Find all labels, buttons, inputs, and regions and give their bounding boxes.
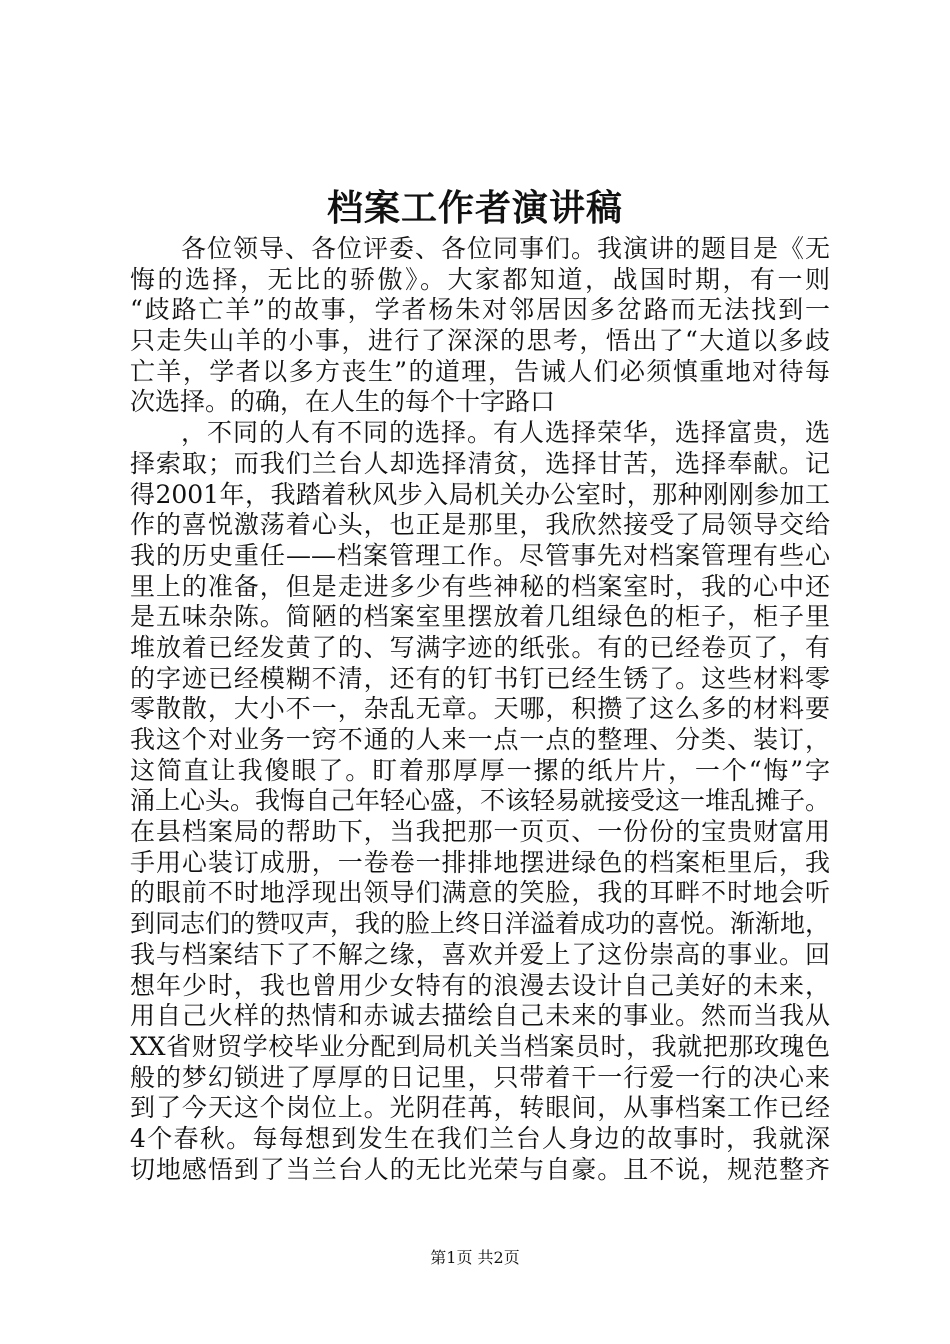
- text-line: 的字迹已经模糊不清，还有的钉书钉已经生锈了。这些材料零: [130, 663, 830, 693]
- text-line: 亡羊，学者以多方丧生”的道理，告诫人们必须慎重地对待每: [130, 356, 830, 386]
- text-line: 是五味杂陈。简陋的档案室里摆放着几组绿色的柜子，柜子里: [130, 602, 830, 632]
- text-line: 涌上心头。我悔自己年轻心盛，不该轻易就接受这一堆乱摊子。: [130, 786, 831, 816]
- document-title: 档案工作者演讲稿: [326, 187, 623, 229]
- text-line: 般的梦幻锁进了厚厚的日记里，只带着干一行爱一行的决心来: [130, 1062, 830, 1092]
- text-line: 我这个对业务一窍不通的人来一点一点的整理、分类、装订，: [130, 725, 830, 754]
- text-line: 只走失山羊的小事，进行了深深的思考，悟出了“大道以多歧: [130, 326, 830, 356]
- text-line: 这简直让我傻眼了。盯着那厚厚一摞的纸片片，一个“悔”字: [130, 755, 830, 785]
- text-line: 到了今天这个岗位上。光阴荏苒，转眼间，从事档案工作已经: [130, 1093, 830, 1123]
- text-line: 我与档案结下了不解之缘，喜欢并爱上了这份崇高的事业。回: [130, 939, 830, 969]
- text-line: 次选择。的确，在人生的每个十字路口: [130, 387, 556, 417]
- text-line: 到同志们的赞叹声，我的脸上终日洋溢着成功的喜悦。渐渐地，: [130, 909, 831, 939]
- text-line: 堆放着已经发黄了的、写满字迹的纸张。有的已经卷页了，有: [130, 632, 830, 662]
- text-line: 手用心装订成册，一卷卷一排排地摆进绿色的档案柜里后，我: [130, 847, 830, 877]
- text-line: 切地感悟到了当兰台人的无比光荣与自豪。且不说，规范整齐: [130, 1154, 830, 1184]
- page-number-footer: 第1页 共2页: [430, 1248, 520, 1267]
- text-line: 4个春秋。每每想到发生在我们兰台人身边的故事时，我就深: [130, 1123, 830, 1153]
- text-line: 悔的选择，无比的骄傲》。大家都知道，战国时期，有一则: [130, 264, 830, 294]
- text-line: 里上的准备，但是走进多少有些神秘的档案室时，我的心中还: [130, 571, 830, 601]
- paragraph-2: [130, 418, 830, 1185]
- text-line: XX省财贸学校毕业分配到局机关当档案员时，我就把那玫瑰色: [130, 1031, 830, 1061]
- text-line: 作的喜悦激荡着心头，也正是那里，我欣然接受了局领导交给: [130, 510, 830, 540]
- text-line: ，不同的人有不同的选择。有人选择荣华，选择富贵，选: [181, 418, 830, 448]
- text-line: 各位领导、各位评委、各位同事们。我演讲的题目是《无: [181, 234, 830, 263]
- document-body: [130, 234, 830, 1185]
- text-line: 想年少时，我也曾用少女特有的浪漫去设计自己美好的未来，: [130, 970, 830, 1000]
- text-line: 零散散，大小不一，杂乱无章。天哪，积攒了这么多的材料要: [130, 694, 830, 724]
- text-line: 我的历史重任——档案管理工作。尽管事先对档案管理有些心: [130, 540, 830, 570]
- text-line: “歧路亡羊”的故事，学者杨朱对邻居因多岔路而无法找到一: [130, 295, 830, 325]
- paragraph-1: [130, 234, 830, 418]
- text-line: 在县档案局的帮助下，当我把那一页页、一份份的宝贵财富用: [130, 817, 830, 847]
- text-line: 用自己火样的热情和赤诚去描绘自己未来的事业。然而当我从: [130, 1001, 830, 1031]
- text-line: 得2001年，我踏着秋风步入局机关办公室时，那种刚刚参加工: [130, 479, 830, 509]
- text-line: 择索取；而我们兰台人却选择清贫，选择甘苦，选择奉献。记: [130, 448, 830, 478]
- text-line: 的眼前不时地浮现出领导们满意的笑脸，我的耳畔不时地会听: [130, 878, 830, 908]
